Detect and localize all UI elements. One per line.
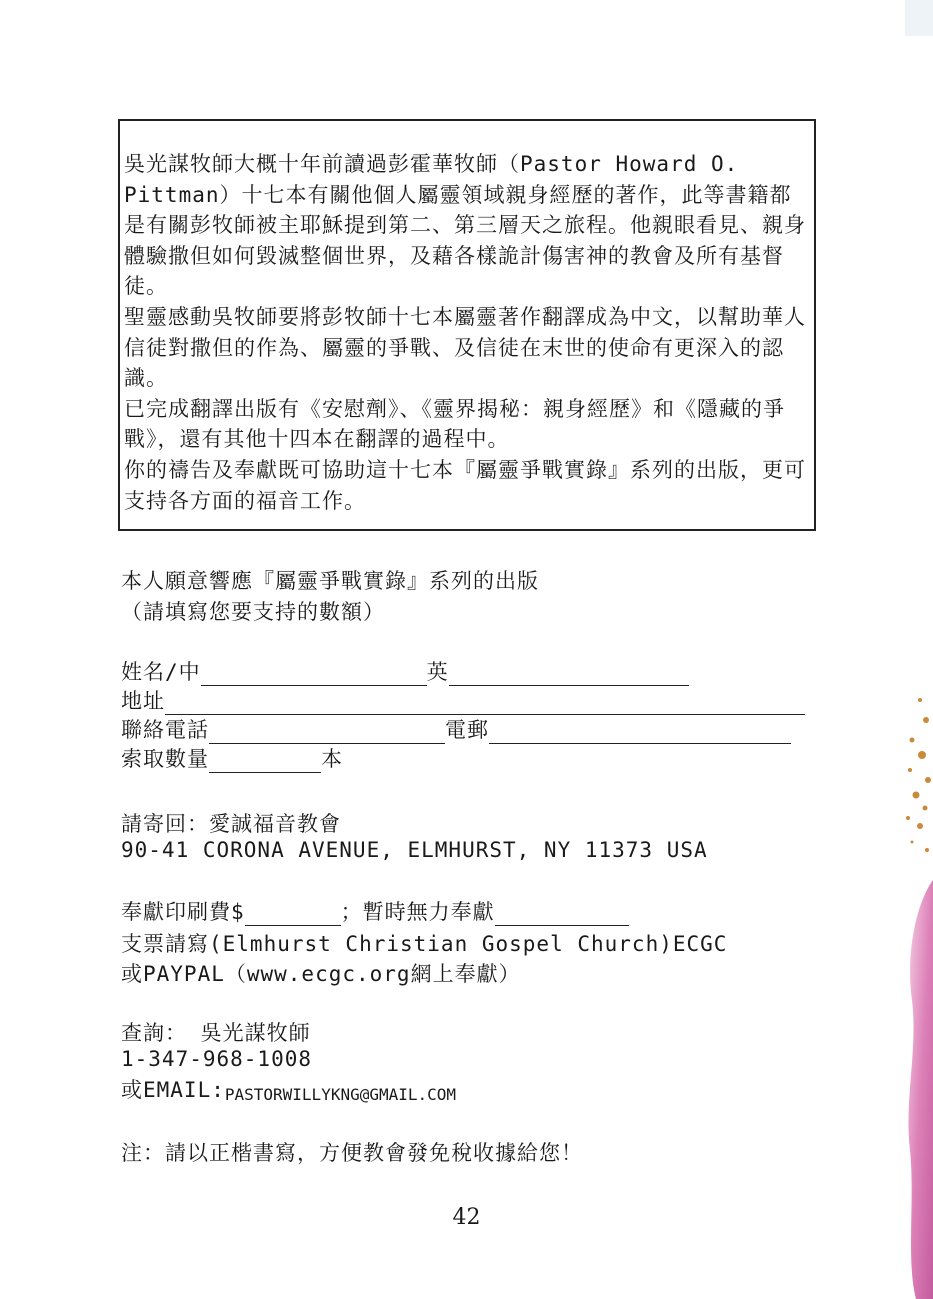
page-number: 42 <box>452 1205 481 1230</box>
print-fee-row <box>121 898 629 926</box>
intro-paragraph-3: 已完成翻譯出版有《安慰劑》、《靈界揭秘：親身經歷》和《隱藏的爭戰》，還有其他十四本在翻譯的過程中。 <box>124 396 785 452</box>
email-label: 電郵 <box>445 718 489 742</box>
email-prefix: 或EMAIL: <box>121 1078 225 1102</box>
email-field[interactable] <box>489 721 791 744</box>
mail-to-line: 請寄回：愛誠福音教會 <box>121 812 341 836</box>
paypal-line: 或PAYPAL（www.ecgc.org網上奉獻） <box>121 962 521 986</box>
address-label: 地址 <box>121 689 165 713</box>
no-donation-label: ；暫時無力奉獻 <box>340 900 495 924</box>
intro-paragraph-1: 吳光謀牧師大概十年前讀過彭霍華牧師（Pastor Howard O. Pittman）十七本有關他個人屬靈領域親身經歷的著作，此等書籍都是有關彭牧師被主耶穌提到第二、第三層天之旅程。他親眼看見、親身體驗撒但如何毀滅整個世界，及藉各樣詭計傷害神的教會及所有基督徒。 <box>124 152 806 299</box>
name-row <box>121 658 689 686</box>
intro-paragraph-2: 聖靈感動吳牧師要將彭牧師十七本屬靈著作翻譯成為中文，以幫助華人信徒對撒但的作為、屬靈的爭戰、及信徒在末世的使命有更深入的認識。 <box>124 304 806 391</box>
phone-field[interactable] <box>209 721 445 744</box>
inquiry-line: 查詢： 吳光謀牧師 <box>121 1021 311 1045</box>
print-fee-field[interactable] <box>245 903 341 926</box>
address-field[interactable] <box>165 692 805 715</box>
quantity-label: 索取數量 <box>121 747 209 771</box>
note-line: 注：請以正楷書寫，方便教會發免稅收據給您！ <box>121 1141 583 1165</box>
contact-phone: 1-347-968-1008 <box>121 1047 313 1071</box>
cheque-line: 支票請寫(Elmhurst Christian Gospel Church)ECGC <box>121 932 728 956</box>
no-donation-field[interactable] <box>495 903 629 926</box>
pledge-line: 本人願意響應『屬靈爭戰實錄』系列的出版 <box>121 569 539 593</box>
phone-label: 聯絡電話 <box>121 718 209 742</box>
print-fee-label: 奉獻印刷費$ <box>121 900 245 924</box>
mail-address: 90-41 CORONA AVENUE, ELMHURST, NY 11373 USA <box>121 838 708 862</box>
contact-email-row <box>121 1076 456 1104</box>
quantity-field[interactable] <box>209 750 321 773</box>
english-name-field[interactable] <box>449 663 689 686</box>
name-label: 姓名/中 <box>121 660 201 684</box>
chinese-name-field[interactable] <box>201 663 427 686</box>
phone-email-row <box>121 716 791 744</box>
quantity-unit: 本 <box>321 747 343 771</box>
intro-paragraph-4: 你的禱告及奉獻既可協助這十七本『屬靈爭戰實錄』系列的出版，更可支持各方面的福音工作。 <box>124 457 806 513</box>
english-name-label: 英 <box>426 660 449 684</box>
contact-email[interactable]: PASTORWILLYKNG@GMAIL.COM <box>224 1085 457 1104</box>
quantity-row <box>121 745 343 773</box>
address-row <box>121 687 805 715</box>
intro-box <box>118 119 816 531</box>
pledge-instruction: （請填寫您要支持的數額） <box>121 600 385 624</box>
